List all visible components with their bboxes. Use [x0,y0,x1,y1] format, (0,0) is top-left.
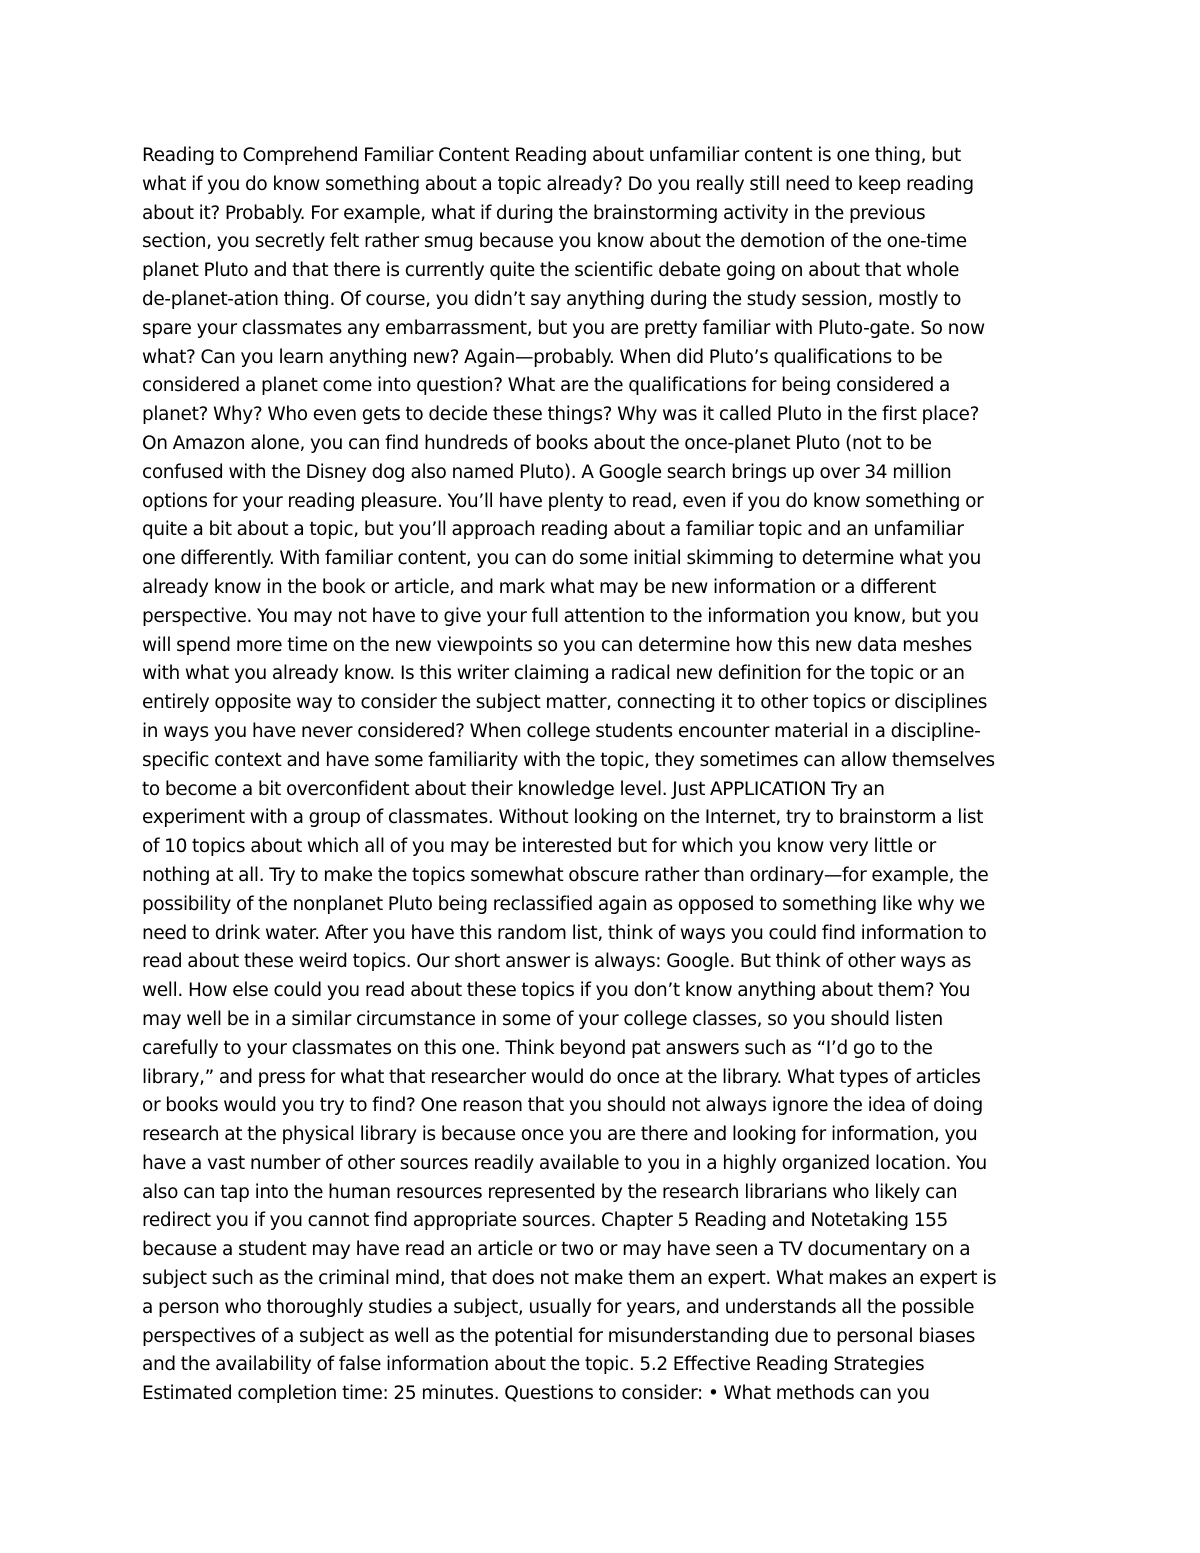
text-line: Estimated completion time: 25 minutes. Questions to consider: • What methods can you [142,1383,930,1405]
text-line: perspectives of a subject as well as the potential for misunderstanding due to personal biases [142,1325,975,1347]
text-line: options for your reading pleasure. You’ll have plenty to read, even if you do know something or [142,490,984,512]
text-line: On Amazon alone, you can find hundreds of books about the once-planet Pluto (not to be [142,432,932,454]
text-line: redirect you if you cannot find appropriate sources. Chapter 5 Reading and Notetaking 155 [142,1210,948,1232]
text-line: Reading to Comprehend Familiar Content Reading about unfamiliar content is one thing, but [142,145,961,166]
text-line: experiment with a group of classmates. Without looking on the Internet, try to brainstorm a list [142,807,984,829]
text-line: confused with the Disney dog also named Pluto). A Google search brings up over 34 million [142,461,952,483]
text-line: nothing at all. Try to make the topics somewhat obscure rather than ordinary—for example, the [142,864,989,886]
text-line: research at the physical library is because once you are there and looking for information, you [142,1124,978,1146]
text-line: subject such as the criminal mind, that does not make them an expert. What makes an expert is [142,1268,997,1290]
text-line: and the availability of false information about the topic. 5.2 Effective Reading Strategies [142,1354,925,1376]
text-line: also can tap into the human resources represented by the research librarians who likely can [142,1181,958,1203]
text-line: in ways you have never considered? When college students encounter material in a discipline- [142,720,981,742]
text-line: what if you do know something about a topic already? Do you really still need to keep reading [142,173,974,195]
text-line: quite a bit about a topic, but you’ll approach reading about a familiar topic and an unfamiliar [142,519,964,541]
text-line: de-planet-ation thing. Of course, you didn’t say anything during the study session, mostly to [142,288,962,310]
text-line: already know in the book or article, and mark what may be new information or a different [142,576,936,598]
text-line: well. How else could you read about these topics if you don’t know anything about them? You [142,980,971,1002]
text-line: may well be in a similar circumstance in some of your college classes, so you should listen [142,1008,943,1030]
text-line: carefully to your classmates on this one. Think beyond pat answers such as “I’d go to the [142,1037,933,1059]
text-line: read about these weird topics. Our short answer is always: Google. But think of other ways as [142,951,972,973]
text-line: to become a bit overconfident about their knowledge level. Just APPLICATION Try an [142,778,885,800]
text-line: need to drink water. After you have this random list, think of ways you could find information to [142,922,987,944]
text-line: section, you secretly felt rather smug because you know about the demotion of the one-time [142,231,967,253]
text-line: of 10 topics about which all of you may be interested but for which you know very little or [142,836,936,858]
text-line: one differently. With familiar content, you can do some initial skimming to determine what you [142,548,981,570]
text-line: because a student may have read an article or two or may have seen a TV documentary on a [142,1239,971,1261]
text-line: planet Pluto and that there is currently quite the scientific debate going on about that whole [142,260,959,282]
text-line: specific context and have some familiarity with the topic, they sometimes can allow themselves [142,749,995,771]
text-line: spare your classmates any embarrassment, but you are pretty familiar with Pluto-gate. So now [142,317,985,339]
text-line: have a vast number of other sources readily available to you in a highly organized location. You [142,1152,987,1174]
body-text [142,142,1062,1409]
text-line: perspective. You may not have to give your full attention to the information you know, but you [142,605,979,627]
text-line: what? Can you learn anything new? Again—probably. When did Pluto’s qualifications to be [142,346,943,368]
text-line: about it? Probably. For example, what if during the brainstorming activity in the previous [142,202,926,224]
text-line: planet? Why? Who even gets to decide these things? Why was it called Pluto in the first place? [142,404,980,426]
text-line: a person who thoroughly studies a subject, usually for years, and understands all the possible [142,1296,975,1318]
text-line: considered a planet come into question? What are the qualifications for being considered a [142,375,951,397]
text-line: entirely opposite way to consider the subject matter, connecting it to other topics or disciplines [142,692,987,714]
text-line: or books would you try to find? One reason that you should not always ignore the idea of doing [142,1095,983,1117]
text-line: with what you already know. Is this writer claiming a radical new definition for the topic or an [142,663,965,685]
text-line: possibility of the nonplanet Pluto being reclassified again as opposed to something like why we [142,893,985,915]
text-line: will spend more time on the new viewpoints so you can determine how this new data meshes [142,634,972,656]
text-line: library,” and press for what that researcher would do once at the library. What types of articles [142,1066,981,1088]
